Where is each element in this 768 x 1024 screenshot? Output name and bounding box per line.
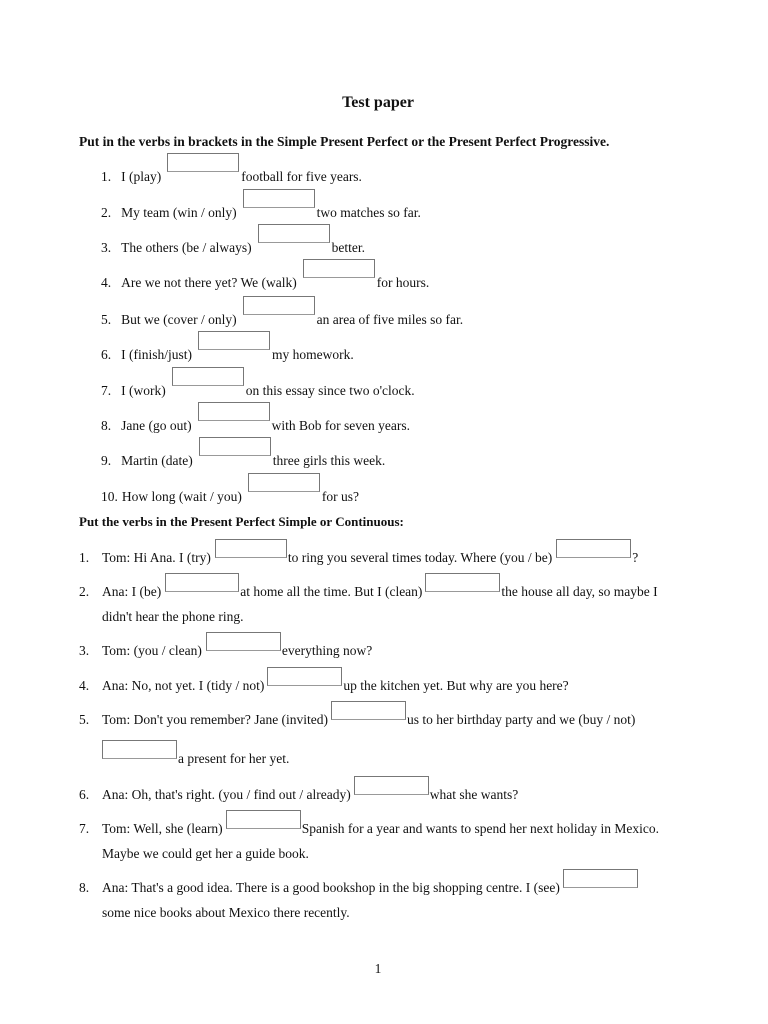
item-number: 6. (101, 347, 112, 362)
s2-item-8 (79, 879, 638, 901)
item-text-part-a: Ana: I (be) (102, 584, 162, 599)
item-text-part-b: us to her birthday party and we (buy / not) (407, 712, 636, 727)
item-number: 8. (79, 880, 90, 895)
item-continuation: with Bob for seven years. (271, 418, 410, 433)
s2-item-7-continuation: Maybe we could get her a guide book. (102, 846, 309, 861)
item-number: 4. (101, 275, 112, 290)
item-number: 9. (101, 453, 112, 468)
s1-item-1 (101, 168, 362, 190)
answer-input[interactable] (215, 539, 287, 558)
section2-instruction: Put the verbs in the Present Perfect Simple or Continuous: (79, 514, 404, 529)
item-number: 5. (79, 712, 90, 727)
page-title: Test paper (342, 94, 414, 111)
answer-input[interactable] (226, 810, 301, 829)
s1-item-4 (101, 274, 429, 296)
item-text-part-a: Ana: Oh, that's right. (you / find out / already) (102, 787, 351, 802)
item-prompt: I (play) (121, 169, 162, 184)
answer-input[interactable] (243, 296, 315, 315)
s1-item-8 (101, 417, 410, 439)
item-prompt: I (finish/just) (121, 347, 192, 362)
answer-input[interactable] (248, 473, 320, 492)
s1-item-9 (101, 452, 385, 474)
item-number: 3. (101, 240, 112, 255)
s1-item-2 (101, 204, 421, 226)
s1-item-3 (101, 239, 365, 261)
item-prompt: Martin (date) (121, 453, 193, 468)
item-number: 6. (79, 787, 90, 802)
answer-input[interactable] (563, 869, 638, 888)
item-continuation: better. (331, 240, 365, 255)
s2-item-3 (79, 642, 372, 664)
item-text-part-a: Tom: Well, she (learn) (102, 821, 223, 836)
item-text-part-b: up the kitchen yet. But why are you here? (343, 678, 569, 693)
item-prompt: My team (win / only) (121, 205, 237, 220)
item-continuation: for hours. (376, 275, 430, 290)
item-number: 3. (79, 643, 90, 658)
item-prompt: Jane (go out) (121, 418, 192, 433)
answer-input[interactable] (198, 331, 270, 350)
answer-input[interactable] (331, 701, 406, 720)
s2-item-2 (79, 583, 658, 605)
item-text-part-c: ? (632, 550, 639, 565)
item-continuation: for us? (321, 489, 359, 504)
item-number: 8. (101, 418, 112, 433)
answer-input[interactable] (267, 667, 342, 686)
section1-instruction: Put in the verbs in brackets in the Simple Present Perfect or the Present Perfect Progressive. (79, 134, 610, 149)
item-text-part-a: Tom: (you / clean) (102, 643, 202, 658)
answer-input[interactable] (102, 740, 177, 759)
item-number: 1. (79, 550, 90, 565)
answer-input[interactable] (172, 367, 244, 386)
item-text-part-a: Tom: Hi Ana. I (try) (102, 550, 211, 565)
s2-item-5 (79, 711, 635, 733)
item-prompt: How long (wait / you) (121, 489, 242, 504)
s2-item-5-continuation (102, 750, 289, 772)
item-continuation: football for five years. (241, 169, 362, 184)
answer-input[interactable] (556, 539, 631, 558)
item-text-part-b: to ring you several times today. Where (you / be) (287, 550, 553, 565)
item-prompt: The others (be / always) (121, 240, 252, 255)
item-continuation: my homework. (272, 347, 354, 362)
answer-input[interactable] (354, 776, 429, 795)
item-text-part-b: what she wants? (429, 787, 519, 802)
s1-item-6 (101, 346, 354, 368)
item-continuation: a present for her yet. (178, 751, 290, 766)
s2-item-2-continuation: didn't hear the phone ring. (102, 609, 244, 624)
item-number: 2. (79, 584, 90, 599)
s1-item-7 (101, 382, 415, 404)
answer-input[interactable] (165, 573, 239, 592)
item-text-part-a: Ana: No, not yet. I (tidy / not) (102, 678, 265, 693)
item-text-part-c: the house all day, so maybe I (501, 584, 658, 599)
s2-item-6 (79, 786, 518, 808)
item-number: 2. (101, 205, 112, 220)
answer-input[interactable] (198, 402, 270, 421)
answer-input[interactable] (258, 224, 330, 243)
item-number: 7. (101, 383, 112, 398)
item-prompt: But we (cover / only) (121, 312, 237, 327)
item-continuation: an area of five miles so far. (316, 312, 464, 327)
item-number: 7. (79, 821, 90, 836)
answer-input[interactable] (167, 153, 239, 172)
s1-item-10 (101, 488, 359, 510)
answer-input[interactable] (243, 189, 315, 208)
item-text-part-b: Spanish for a year and wants to spend her next holiday in Mexico. (301, 821, 659, 836)
item-continuation: two matches so far. (316, 205, 421, 220)
s2-item-1 (79, 549, 638, 571)
item-number: 4. (79, 678, 90, 693)
s2-item-7 (79, 820, 659, 842)
answer-input[interactable] (206, 632, 281, 651)
item-text-part-a: Tom: Don't you remember? Jane (invited) (102, 712, 329, 727)
item-text-part-b: at home all the time. But I (clean) (240, 584, 423, 599)
item-number: 1. (101, 169, 112, 184)
item-text-part-b: everything now? (281, 643, 373, 658)
item-number: 5. (101, 312, 112, 327)
answer-input[interactable] (199, 437, 271, 456)
item-continuation: on this essay since two o'clock. (245, 383, 415, 398)
s2-item-8-continuation: some nice books about Mexico there recently. (102, 905, 350, 920)
s2-item-4 (79, 677, 569, 699)
item-number: 10. (101, 489, 118, 504)
item-prompt: I (work) (121, 383, 166, 398)
item-continuation: three girls this week. (272, 453, 386, 468)
answer-input[interactable] (303, 259, 375, 278)
item-prompt: Are we not there yet? We (walk) (121, 275, 297, 290)
item-text-part-a: Ana: That's a good idea. There is a good bookshop in the big shopping centre. I (see) (102, 880, 560, 895)
s1-item-5 (101, 311, 463, 333)
page-number: 1 (374, 961, 382, 976)
answer-input[interactable] (425, 573, 500, 592)
